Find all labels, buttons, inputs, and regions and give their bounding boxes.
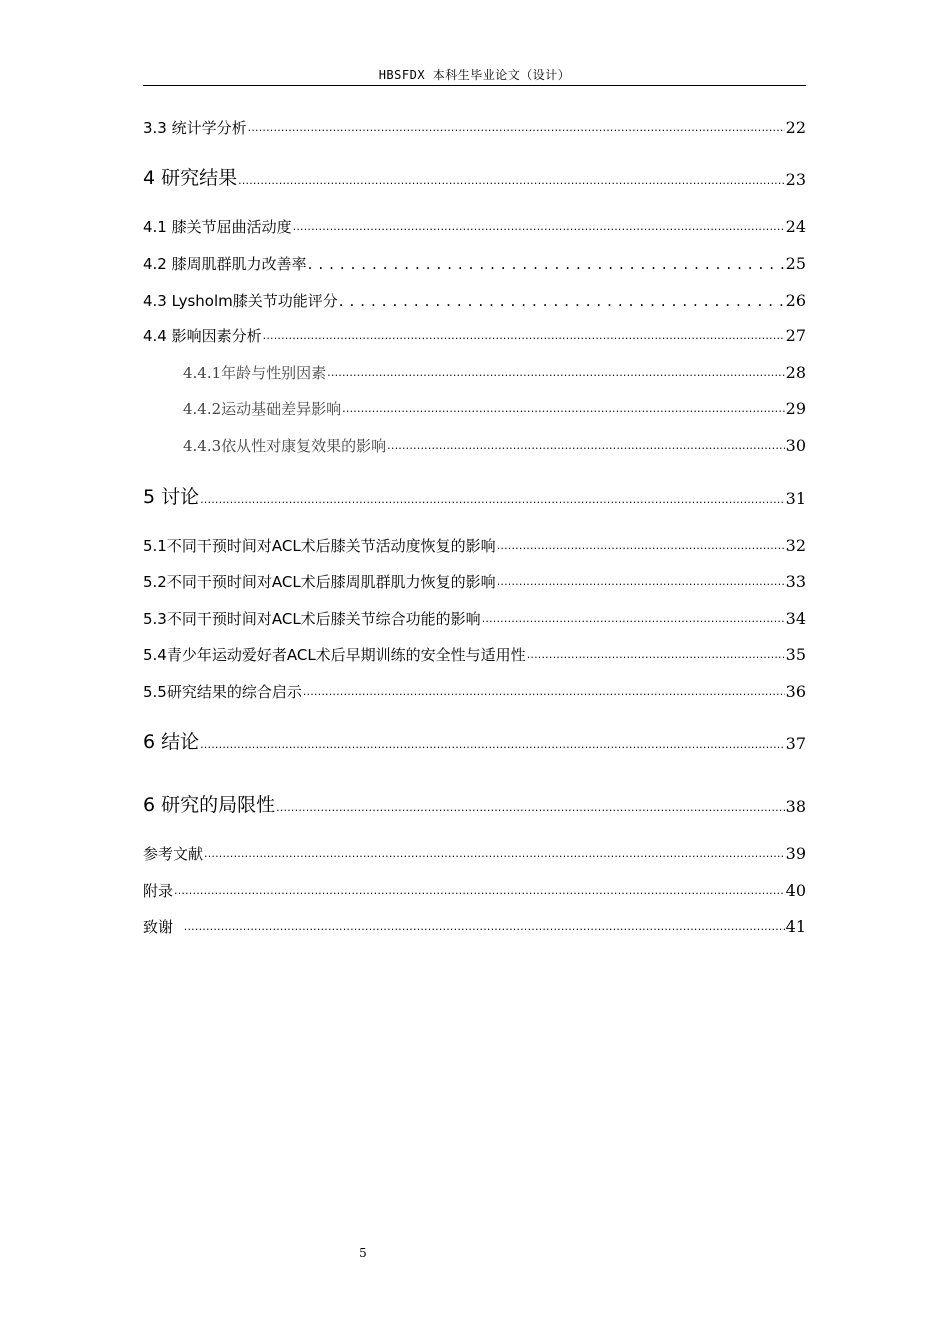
toc-entry-page: 22 (785, 118, 806, 137)
dot-leader (339, 290, 785, 312)
dot-leader (204, 843, 785, 865)
toc-entry-label: 5.1不同干预时间对ACL术后膝关节活动度恢复的影响 (143, 537, 496, 555)
toc-entry-page: 27 (785, 326, 806, 345)
dot-leader (342, 398, 784, 420)
toc-entry-label: 5 讨论 (143, 486, 200, 508)
toc-entry-label: 4.3 Lysholm膝关节功能评分 (143, 292, 338, 310)
toc-entry-label: 参考文献 (143, 845, 204, 863)
toc-entry[interactable] (143, 729, 806, 755)
toc-entry-page: 25 (785, 254, 806, 273)
toc-entry-label: 4.4.3依从性对康复效果的影响 (183, 437, 387, 455)
toc-entry[interactable] (143, 644, 806, 666)
toc-entry[interactable] (143, 681, 806, 703)
dot-leader (308, 253, 785, 275)
toc-entry-label: 5.2不同干预时间对ACL术后膝周肌群肌力恢复的影响 (143, 573, 496, 591)
page-number: 5 (359, 1246, 367, 1260)
toc-entry-label: 4 研究结果 (143, 167, 238, 189)
toc-entry[interactable] (143, 843, 806, 865)
toc-entry-page: 35 (785, 645, 806, 664)
dot-leader (184, 916, 785, 938)
toc-subentry[interactable] (183, 398, 806, 420)
toc-entry[interactable] (143, 117, 806, 139)
toc-entry-page: 32 (785, 536, 806, 555)
toc-entry-page: 30 (785, 436, 806, 455)
dot-leader (482, 608, 785, 630)
toc-entry-page: 38 (785, 797, 806, 816)
dot-leader (497, 571, 785, 593)
dot-leader (200, 735, 785, 755)
toc-entry-page: 29 (785, 399, 806, 418)
toc-entry-page: 40 (785, 881, 806, 900)
dot-leader (327, 362, 784, 384)
toc-entry-page: 28 (785, 363, 806, 382)
toc-entry[interactable] (143, 216, 806, 238)
toc-entry-label: 6 研究的局限性 (143, 794, 276, 816)
toc-entry-label: 4.4.2运动基础差异影响 (183, 400, 342, 418)
header-rule (143, 85, 806, 86)
dot-leader (293, 216, 785, 238)
toc-entry[interactable] (143, 916, 806, 938)
toc-entry-page: 31 (785, 489, 806, 508)
toc-entry[interactable] (143, 290, 806, 312)
dot-leader (497, 535, 785, 557)
toc-entry-page: 23 (785, 170, 806, 189)
dot-leader (200, 490, 785, 510)
toc-entry[interactable] (143, 165, 806, 191)
toc-entry[interactable] (143, 484, 806, 510)
toc-entry-label: 附录 (143, 882, 174, 900)
toc-entry-label: 4.4.1年龄与性别因素 (183, 364, 327, 382)
running-header: HBSFDX 本科生毕业论文（设计） (378, 68, 571, 82)
toc-entry[interactable] (143, 571, 806, 593)
toc-entry-page: 37 (785, 734, 806, 753)
dot-leader (174, 880, 785, 902)
toc-entry-page: 36 (785, 682, 806, 701)
dot-leader (263, 325, 785, 347)
dot-leader (303, 681, 785, 703)
toc-subentry[interactable] (183, 362, 806, 384)
toc-entry[interactable] (143, 608, 806, 630)
toc-entry-label: 4.4 影响因素分析 (143, 327, 262, 345)
dot-leader (238, 171, 785, 191)
toc-entry-page: 26 (785, 291, 806, 310)
toc-entry-label: 5.4青少年运动爱好者ACL术后早期训练的安全性与适用性 (143, 646, 526, 664)
toc-entry-label: 5.5研究结果的综合启示 (143, 683, 302, 701)
toc-entry-page: 39 (785, 844, 806, 863)
dot-leader (387, 435, 784, 457)
dot-leader (276, 798, 785, 818)
toc-entry-label: 6 结论 (143, 731, 200, 753)
toc-entry-label: 4.2 膝周肌群肌力改善率 (143, 255, 307, 273)
toc-entry[interactable] (143, 880, 806, 902)
toc-subentry[interactable] (183, 435, 806, 457)
dot-leader (527, 644, 785, 666)
toc-entry-page: 24 (785, 217, 806, 236)
toc-entry-page: 34 (785, 609, 806, 628)
toc-entry[interactable] (143, 535, 806, 557)
toc-entry[interactable] (143, 792, 806, 818)
toc-entry[interactable] (143, 253, 806, 275)
toc-entry-page: 33 (785, 572, 806, 591)
toc-entry-label: 4.1 膝关节屈曲活动度 (143, 218, 292, 236)
toc-entry-label: 5.3不同干预时间对ACL术后膝关节综合功能的影响 (143, 610, 481, 628)
toc-entry-label: 3.3 统计学分析 (143, 119, 247, 137)
dot-leader (248, 117, 785, 139)
toc-entry[interactable] (143, 325, 806, 347)
toc-entry-page: 41 (785, 917, 806, 936)
toc-entry-label: 致谢 (143, 918, 178, 936)
